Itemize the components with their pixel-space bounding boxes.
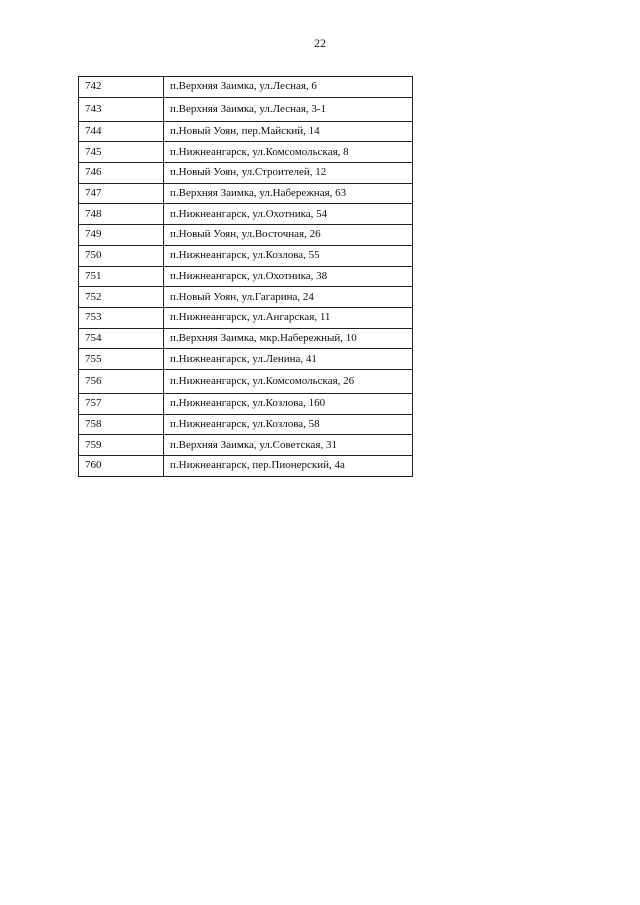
page-number: 22 [314, 36, 326, 50]
row-number: 747 [79, 183, 164, 204]
table-row [79, 435, 413, 456]
row-number: 759 [79, 435, 164, 456]
row-number: 742 [79, 77, 164, 98]
row-address: п.Верхняя Заимка, ул.Лесная, 6 [164, 77, 413, 98]
table-row [79, 307, 413, 328]
table-row [79, 369, 413, 393]
table-row [79, 225, 413, 246]
row-address: п.Нижнеангарск, ул.Охотника, 38 [164, 266, 413, 287]
row-address: п.Новый Уоян, ул.Гагарина, 24 [164, 287, 413, 308]
row-address: п.Нижнеангарск, ул.Ангарская, 11 [164, 307, 413, 328]
row-address: п.Нижнеангарск, ул.Комсомольская, 8 [164, 142, 413, 163]
table-row [79, 393, 413, 414]
row-number: 749 [79, 225, 164, 246]
row-address: п.Нижнеангарск, ул.Козлова, 58 [164, 414, 413, 435]
row-number: 746 [79, 163, 164, 184]
table-row [79, 266, 413, 287]
row-address: п.Новый Уоян, ул.Строителей, 12 [164, 163, 413, 184]
row-address: п.Нижнеангарск, ул.Комсомольская, 26 [164, 369, 413, 393]
row-number: 745 [79, 142, 164, 163]
row-number: 752 [79, 287, 164, 308]
row-address: п.Новый Уоян, пер.Майский, 14 [164, 121, 413, 142]
row-number: 758 [79, 414, 164, 435]
row-number: 743 [79, 97, 164, 121]
table-row [79, 97, 413, 121]
table-row [79, 245, 413, 266]
table-row [79, 414, 413, 435]
row-address: п.Новый Уоян, ул.Восточная, 26 [164, 225, 413, 246]
table-row [79, 183, 413, 204]
row-address: п.Нижнеангарск, ул.Охотника, 54 [164, 204, 413, 225]
row-address: п.Нижнеангарск, ул.Козлова, 160 [164, 393, 413, 414]
row-number: 754 [79, 328, 164, 349]
row-number: 751 [79, 266, 164, 287]
table-row [79, 77, 413, 98]
row-number: 753 [79, 307, 164, 328]
row-number: 750 [79, 245, 164, 266]
table-row [79, 204, 413, 225]
row-address: п.Нижнеангарск, пер.Пионерский, 4а [164, 456, 413, 477]
table-row [79, 328, 413, 349]
row-number: 755 [79, 349, 164, 370]
table-row [79, 163, 413, 184]
row-number: 744 [79, 121, 164, 142]
row-number: 748 [79, 204, 164, 225]
row-number: 757 [79, 393, 164, 414]
row-number: 756 [79, 369, 164, 393]
table-row [79, 456, 413, 477]
table-row [79, 287, 413, 308]
address-table-body [79, 77, 413, 477]
row-address: п.Нижнеангарск, ул.Ленина, 41 [164, 349, 413, 370]
row-address: п.Верхняя Заимка, ул.Советская, 31 [164, 435, 413, 456]
row-number: 760 [79, 456, 164, 477]
row-address: п.Верхняя Заимка, ул.Набережная, 63 [164, 183, 413, 204]
row-address: п.Верхняя Заимка, ул.Лесная, 3-1 [164, 97, 413, 121]
table-row [79, 121, 413, 142]
table-row [79, 349, 413, 370]
row-address: п.Нижнеангарск, ул.Козлова, 55 [164, 245, 413, 266]
table-row [79, 142, 413, 163]
row-address: п.Верхняя Заимка, мкр.Набережный, 10 [164, 328, 413, 349]
address-table [78, 76, 413, 477]
